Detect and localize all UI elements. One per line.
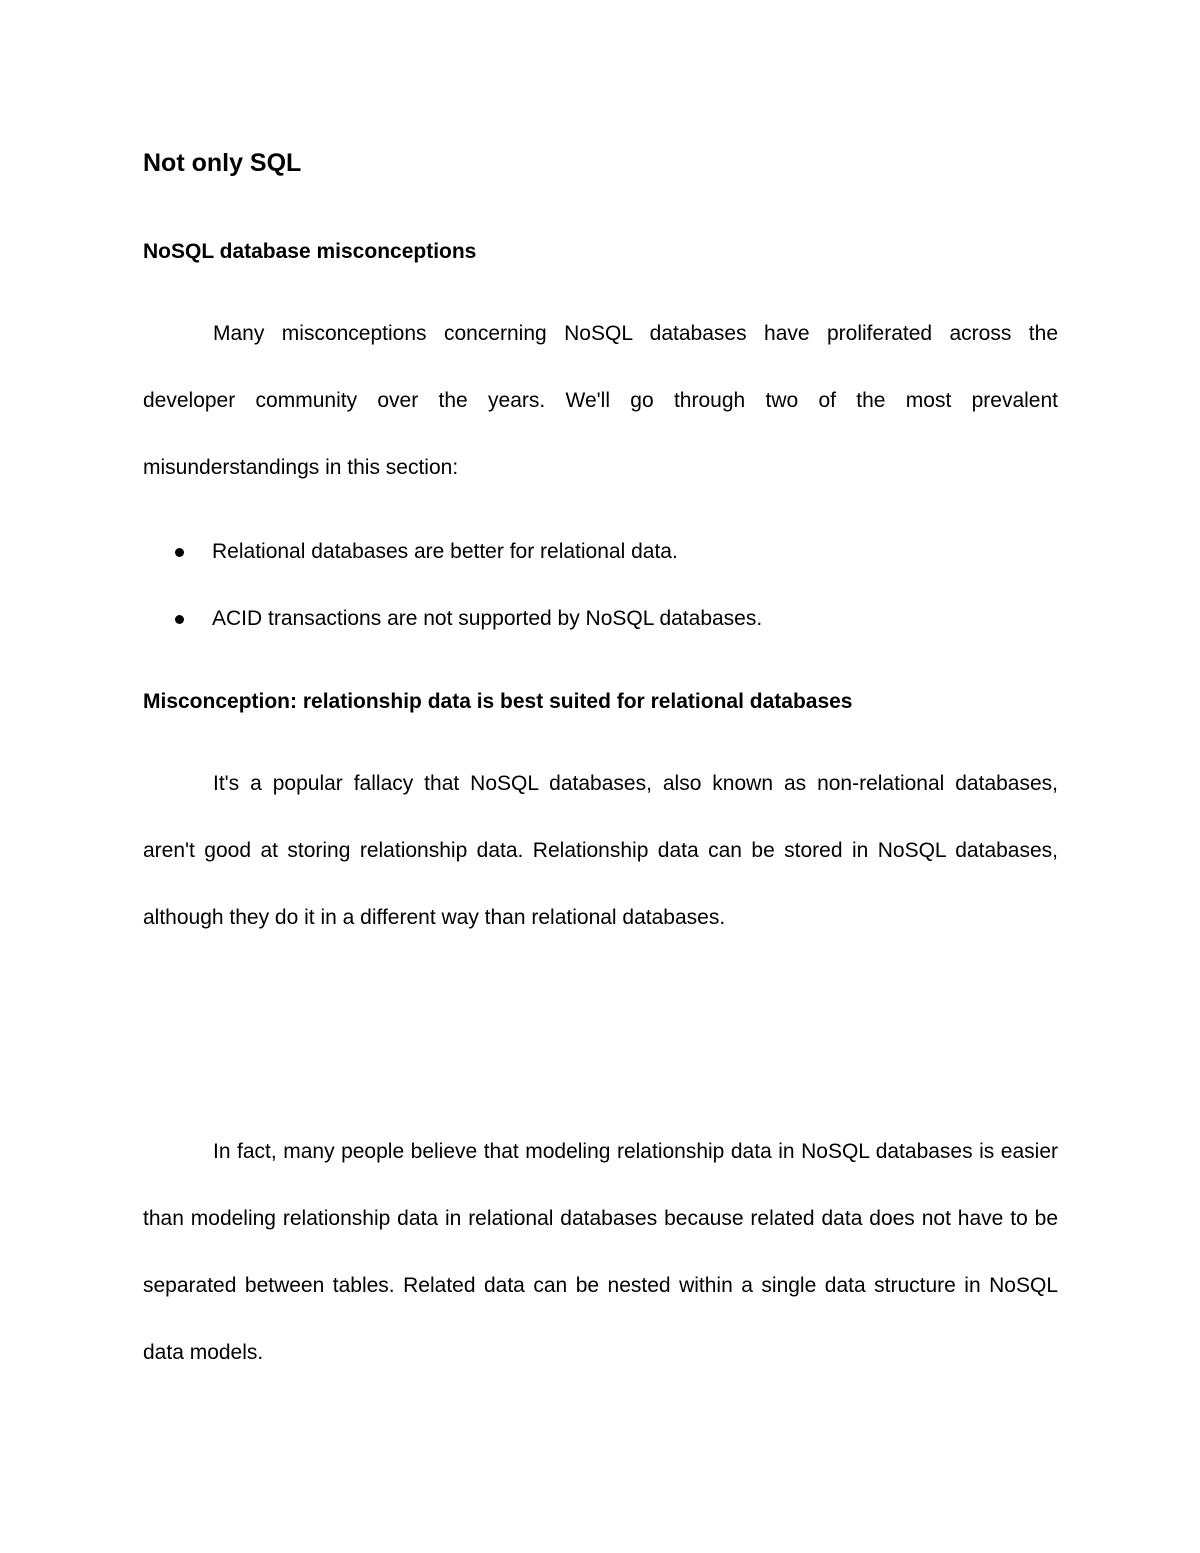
bullet-icon — [175, 615, 184, 624]
misconception-list — [143, 518, 762, 652]
list-item — [143, 518, 762, 585]
intro-paragraph: Many misconceptions concerning NoSQL databases have proliferated across the developer community over the years. We'll go through two of the most prevalent misunderstandings in this section: — [143, 322, 1058, 479]
bullet-icon — [175, 548, 184, 557]
section-heading-misconceptions: NoSQL database misconceptions — [143, 240, 477, 263]
section-heading-relationship-data: Misconception: relationship data is best suited for relational databases — [143, 690, 853, 713]
modeling-paragraph: In fact, many people believe that modeling relationship data in NoSQL databases is easier than modeling relationship data in relational databases because related data does not have to be separated between tables. Related data can be nested within a single data structure in NoSQL data models. — [143, 1140, 1058, 1364]
list-item-text: Relational databases are better for relational data. — [212, 540, 678, 563]
document-title: Not only SQL — [143, 149, 302, 177]
list-item-text: ACID transactions are not supported by NoSQL databases. — [212, 607, 763, 630]
fallacy-paragraph: It's a popular fallacy that NoSQL databases, also known as non-relational databases, aren't good at storing relationship data. Relationship data can be stored in NoSQL databases, although they do it in a different way than relational databases. — [143, 772, 1058, 929]
list-item — [143, 585, 762, 652]
